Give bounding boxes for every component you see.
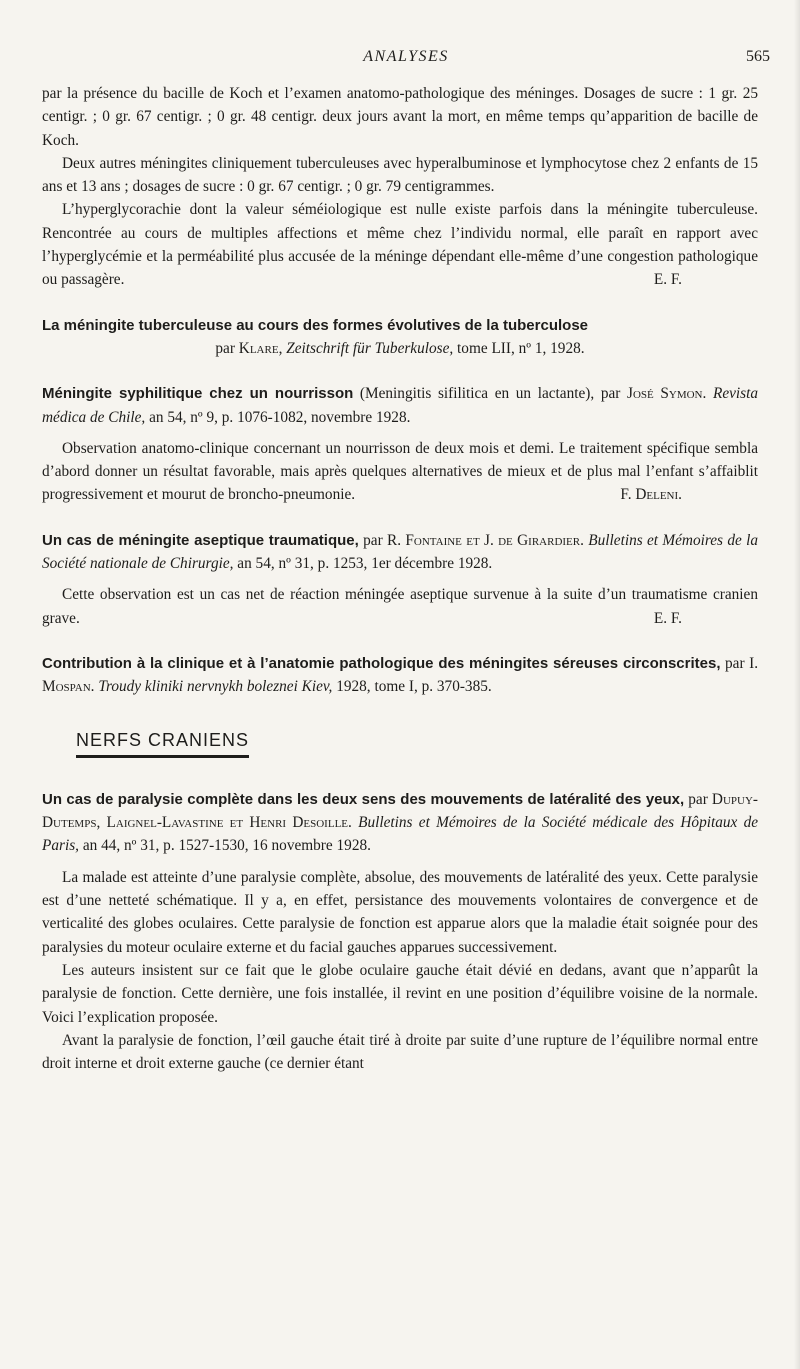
section-heading: NERFS CRANIENS: [76, 729, 249, 758]
abstract-text: Cette observation est un cas net de réaction méningée aseptique survenue à la suite d’un traumatisme cranien grave.: [42, 586, 758, 627]
journal-ref: an 54, nº 9, p. 1076-1082, novembre 1928.: [149, 408, 411, 426]
bibliography-entry: [42, 382, 758, 506]
page-number: 565: [746, 48, 770, 65]
entry-title-line: [42, 788, 758, 858]
journal-name: Revista médica de Chile,: [42, 385, 759, 426]
journal-ref: tome LII, nº 1, 1928.: [457, 339, 585, 357]
by-word: par: [600, 385, 621, 403]
entry-title-line: [42, 529, 758, 576]
abstract-paragraph: [42, 437, 758, 507]
paragraph: Deux autres méningites cliniquement tuberculeuses avec hyperalbuminose et lymphocytose chez 2 enfants de 15 ans et 13 ans ; dosages de sucre : 0 gr. 67 centigr. ; 0 gr. 79 centigrammes.: [42, 154, 758, 196]
page-body: [42, 82, 758, 1075]
running-header: [42, 48, 770, 70]
journal-name: Zeitschrift für Tuberkulose,: [286, 339, 454, 357]
entry-author: José Symon.: [627, 385, 707, 403]
author-signature: F. Deleni.: [620, 486, 682, 504]
abstract-paragraph: Avant la paralysie de fonction, l’œil gauche était tiré à droite par suite d’une rupture de l’équilibre normal entre droit interne et droit externe gauche (ce dernier étant: [42, 1031, 758, 1073]
journal-ref: an 54, nº 31, p. 1253, 1er décembre 1928.: [237, 555, 493, 573]
journal-ref: 1928, tome I, p. 370-385.: [336, 678, 492, 696]
by-word: par: [688, 790, 708, 808]
author-signature: E. F.: [653, 609, 682, 627]
running-title: ANALYSES: [363, 48, 449, 65]
entry-title: Méningite syphilitique chez un nourrisson: [42, 385, 354, 403]
entry-title: Un cas de méningite aseptique traumatique,: [42, 531, 359, 549]
journal-name: Bulletins et Mémoires de la Société nationale de Chirurgie,: [42, 531, 758, 573]
paragraph: [42, 198, 758, 291]
author-signature: E. F.: [653, 271, 682, 289]
journal-name: Troudy kliniki nervnykh boleznei Kiev,: [98, 678, 333, 696]
journal-ref: an 44, nº 31, p. 1527-1530, 16 novembre 1928.: [82, 837, 371, 855]
page-edge-shadow: [794, 0, 800, 1369]
bibliography-entry: [42, 788, 758, 1076]
by-word: par: [725, 654, 745, 672]
by-word: par: [363, 531, 383, 549]
entry-subtitle: (Meningitis sifilitica en un lactante),: [359, 385, 595, 403]
entry-authors: Dupuy-Dutemps, Laignel-Lavastine et Henri Desoille.: [42, 790, 759, 832]
entry-author: Klare: [238, 339, 279, 357]
entry-title-line: [42, 382, 758, 429]
entry-reference: par Klare, Zeitschrift für Tuberkulose, tome LII, nº 1, 1928.: [215, 339, 585, 357]
abstract-text: Observation anatomo-clinique concernant un nourrisson de deux mois et demi. Le traitement spécifique sembla d’abord donner un résultat favorable, mais après quelques alternatives de mieux et de plus mal l’enfant s’affaiblit progressivement et mourut de broncho-pneumonie.: [42, 439, 758, 504]
entry-title-line: [42, 314, 758, 337]
section-heading-block: [42, 729, 758, 758]
bibliography-entry: [42, 314, 758, 361]
entry-authors: R. Fontaine et J. de Girardier.: [387, 531, 584, 549]
entry-title: Un cas de paralysie complète dans les deux sens des mouvements de latéralité des yeux,: [42, 790, 685, 808]
paragraph-text: L’hyperglycorachie dont la valeur séméiologique est nulle existe parfois dans la méningite tuberculeuse. Rencontrée au cours de multiples affections et même chez l’individu normal, elle paraît en rapport avec l’hyperglycémie et la perméabilité plus accusée de la méninge dépendant elle-même d’une congestion pathologique ou passagère.: [42, 201, 758, 289]
entry-author: I. Mospan.: [42, 654, 759, 696]
entry-title-line: [42, 652, 758, 699]
bibliography-entry: [42, 529, 758, 630]
continued-paragraph: par la présence du bacille de Koch et l’examen anatomo-pathologique des méninges. Dosages de sucre : 1 gr. 25 centigr. ; 0 gr. 67 centigr. ; 0 gr. 48 centigr. deux jours avant la mort, en même temps qu’apparition de bacille de Koch.: [42, 85, 758, 149]
abstract-paragraph: [42, 583, 758, 630]
by-word: par: [215, 339, 235, 357]
journal-name: Bulletins et Mémoires de la Société médicale des Hôpitaux de Paris,: [42, 814, 759, 855]
entry-title: Contribution à la clinique et à l’anatomie pathologique des méningites séreuses circonscrites,: [42, 654, 721, 672]
entry-title: La méningite tuberculeuse au cours des formes évolutives de la tuberculose: [42, 316, 588, 334]
abstract-paragraph: Les auteurs insistent sur ce fait que le globe oculaire gauche était dévié en dedans, avant que n’apparût la paralysie de fonction. Cette dernière, une fois installée, il revint en une position d’équilibre voisine de la normale. Voici l’explication proposée.: [42, 961, 758, 1026]
abstract-paragraph: La malade est atteinte d’une paralysie complète, absolue, des mouvements de latéralité des yeux. Cette paralysie est d’une netteté schématique. Il y a, en effet, persistance des mouvements volontaires de convergence et de verticalité des globes oculaires. Cette paralysie de fonction est apparue alors que la maladie était soignée pour des paralysies du moteur oculaire externe et du facial gauches apparues successivement.: [42, 868, 758, 956]
bibliography-entry: [42, 652, 758, 699]
